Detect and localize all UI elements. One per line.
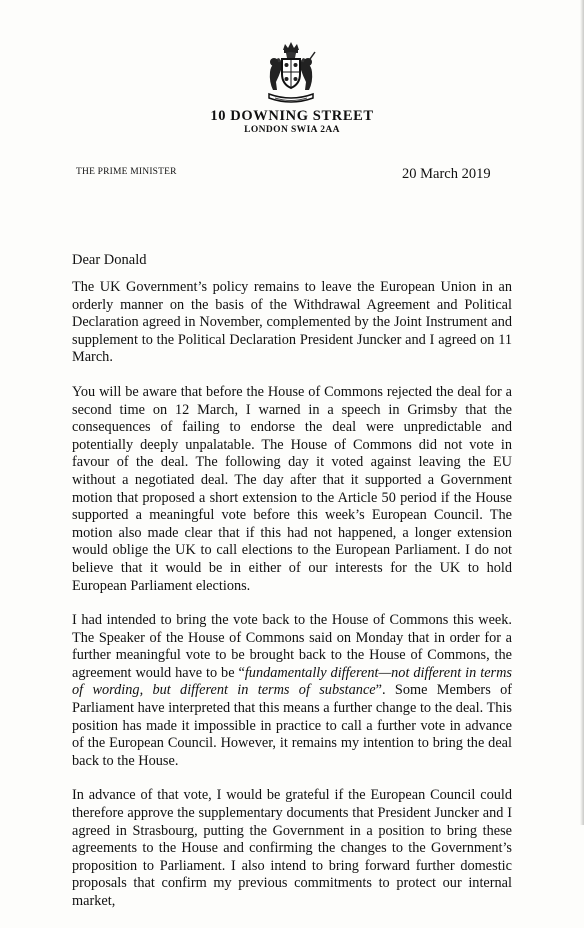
paragraph-3-text-end: ”. Some Members of Parliament have interpreted that this means a further change to the deal. This position has made it impossible in practice to call a further vote in advance of the European Council. However, it remains my intention to bring the deal back to the House. xyxy=(72,682,512,769)
sender-title: THE PRIME MINISTER xyxy=(76,167,177,177)
paragraph-2: You will be aware that before the House of Commons rejected the deal for a second time on 12 March, I warned in a speech in Grimsby that the consequences of failing to endorse the deal were unpredictable and potentially deeply unpalatable. The House of Commons did not vote in favour of the deal. The following day it voted against leaving the EU without a negotiated deal. The day after that it supported a Government motion that proposed a short extension to the Article 50 period if the House supported a meaningful vote before this week’s European Council. The motion also made clear that if this had not happened, a longer extension would oblige the UK to call elections to the European Parliament. I do not believe that it would be in either of our interests for the UK to hold European Parliament elections. xyxy=(72,383,512,594)
paragraph-3-quote: fundamentally different—not different in terms of wording, but different in terms of substance xyxy=(72,664,512,699)
royal-coat-of-arms-icon xyxy=(261,40,321,108)
paragraph-3 xyxy=(72,612,512,770)
letter-date: 20 March 2019 xyxy=(402,166,491,182)
letterhead-address-city: LONDON SWIA 2AA xyxy=(244,125,340,135)
paragraph-4: In advance of that vote, I would be grateful if the European Council could therefore approve the supplementary documents that President Juncker and I agreed in Strasbourg, putting the Government in a position to bring these agreements to the House and confirming the changes to the Government’s proposition to Parliament. I also intend to bring forward further domestic proposals that confirm my previous commitments to protect our internal market, xyxy=(72,787,512,909)
paragraph-1: The UK Government’s policy remains to leave the European Union in an orderly manner on the basis of the Withdrawal Agreement and Political Declaration agreed in November, complemented by the Joint Instrument and supplement to the Political Declaration President Juncker and I agreed on 11 March. xyxy=(72,279,512,366)
paragraph-3-text: I had intended to bring the vote back to the House of Commons this week. The Speaker of the House of Commons said on Monday that in order for a further meaningful vote to be brought back to the House of Commons, the agreement would have to be “ xyxy=(72,612,512,681)
page-edge xyxy=(580,0,584,825)
salutation: Dear Donald xyxy=(72,252,147,268)
letterhead-address-street: 10 DOWNING STREET xyxy=(210,108,374,124)
letter-body xyxy=(72,279,512,928)
